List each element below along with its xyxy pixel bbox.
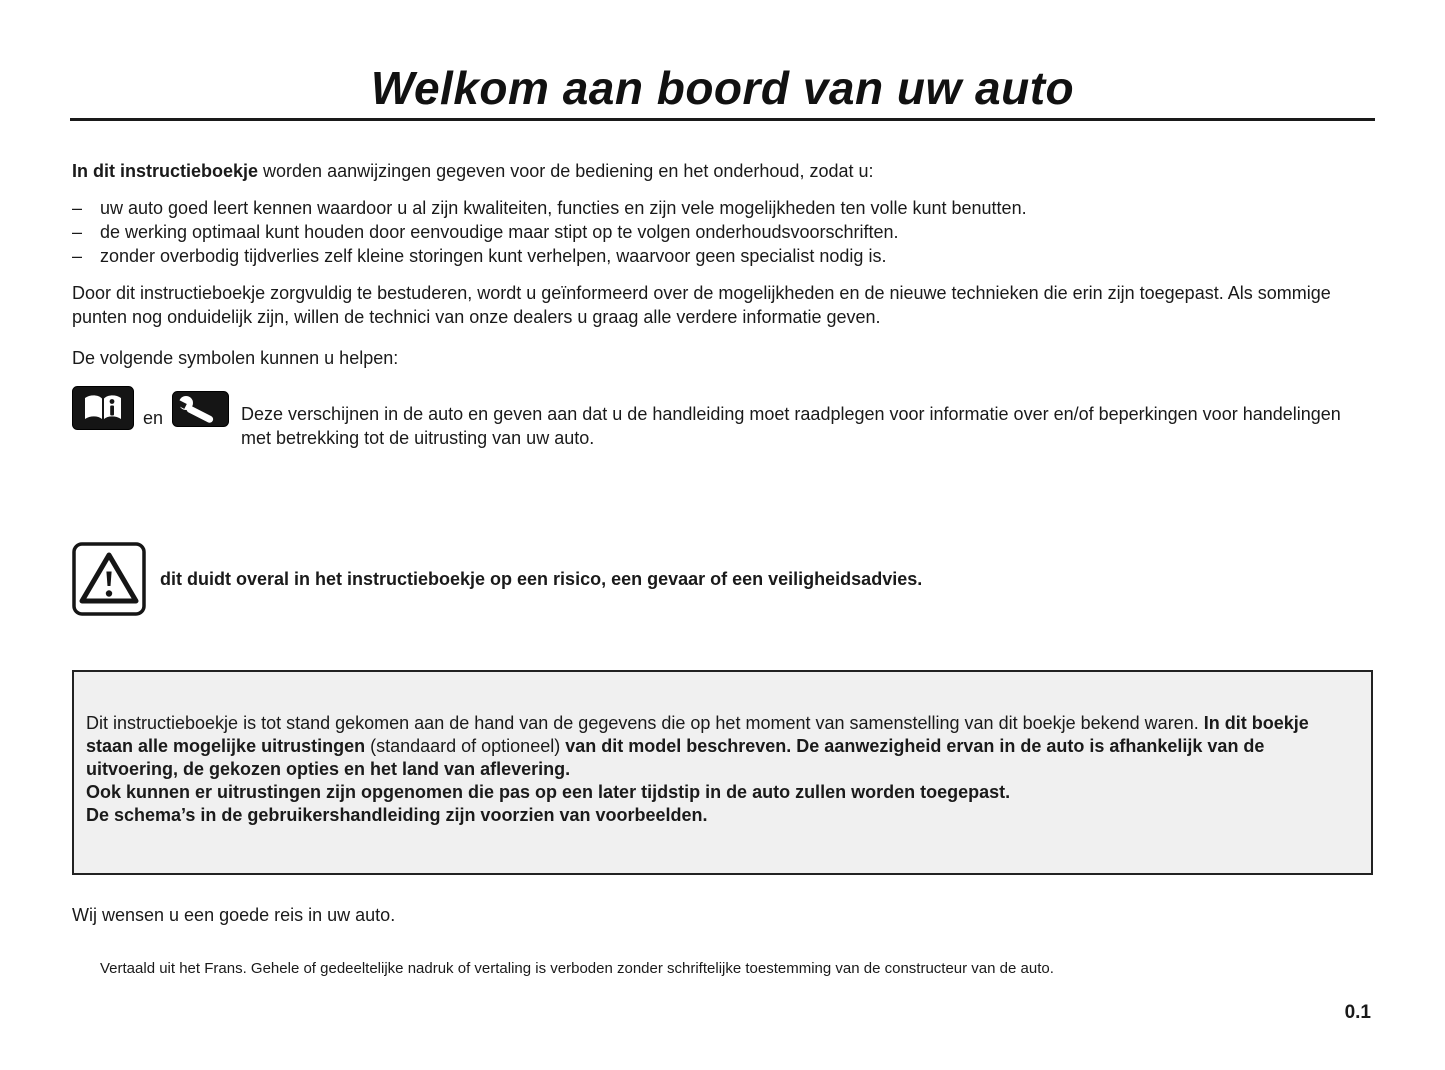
wrench-icon [172,391,229,427]
bullet-text: de werking optimaal kunt houden door eenvoudige maar stipt op te volgen onderhoudsvoorschriften. [100,222,899,243]
symbol-icons [72,386,229,430]
open-book-icon [72,386,134,430]
page-content [72,121,1373,981]
bullet-marker: – [72,246,83,267]
bullet-text: uw auto goed leert kennen waardoor u al zijn kwaliteiten, functies en zijn vele mogelijkheden ten volle kunt benutten. [100,198,1027,219]
page-header [70,64,1375,121]
bullet-list [72,196,1373,268]
closing-text: Wij wensen u een goede reis in uw auto. [72,905,396,926]
warning-text: dit duidt overal in het instructieboekje op een risico, een gevaar of een veiligheidsadvies. [160,569,923,590]
notice-paragraph: Dit instructieboekje is tot stand gekomen aan de hand van de gegevens die op het moment van samenstelling van dit boekje bekend waren. In dit boekje staan alle mogelijke uitrustingen (standaard of optioneel) van dit model beschreven. De aanwezigheid ervan in de auto is afhankelijk van de uitvoering, de gekozen opties en het land van aflevering. [86,713,1309,780]
bullet-marker: – [72,222,83,243]
list-item [72,196,1373,220]
page-number: 0.1 [1344,1002,1371,1023]
notice-paragraph: De schema’s in de gebruikershandleiding zijn voorzien van voorbeelden. [86,805,708,826]
list-item [72,220,1373,244]
list-item [72,244,1373,268]
bullet-text: zonder overbodig tijdverlies zelf kleine storingen kunt verhelpen, waarvoor geen specialist nodig is. [100,246,887,267]
symbols-intro-text: De volgende symbolen kunnen u helpen: [72,348,399,369]
warning-row [72,542,1373,616]
notice-box [72,670,1373,875]
bullet-marker: – [72,198,83,219]
page-title: Welkom aan boord van uw auto [370,62,1075,114]
symbols-description: Deze verschijnen in de auto en geven aan dat u de handleiding moet raadplegen voor informatie over en/of beperkingen voor handelingen met betrekking tot de uitrusting van uw auto. [241,404,1341,449]
study-paragraph: Door dit instructieboekje zorgvuldig te bestuderen, wordt u geïnformeerd over de mogelijkheden en de nieuwe technieken die erin zijn toegepast. Als sommige punten nog onduidelijk zijn, willen de technici van onze dealers u graag alle verdere informatie geven. [72,283,1331,328]
notice-paragraph: Ook kunnen er uitrustingen zijn opgenomen die pas op een later tijdstip in de auto zullen worden toegepast. [86,782,1011,803]
symbols-row [72,386,1373,450]
warning-triangle-icon [72,542,146,616]
connector-text: en [143,408,164,429]
intro-paragraph: In dit instructieboekje worden aanwijzingen gegeven voor de bediening en het onderhoud, zodat u: [72,161,874,182]
footnote: Vertaald uit het Frans. Gehele of gedeeltelijke nadruk of vertaling is verboden zonder schriftelijke toestemming van de constructeur van de auto. [100,960,1054,978]
